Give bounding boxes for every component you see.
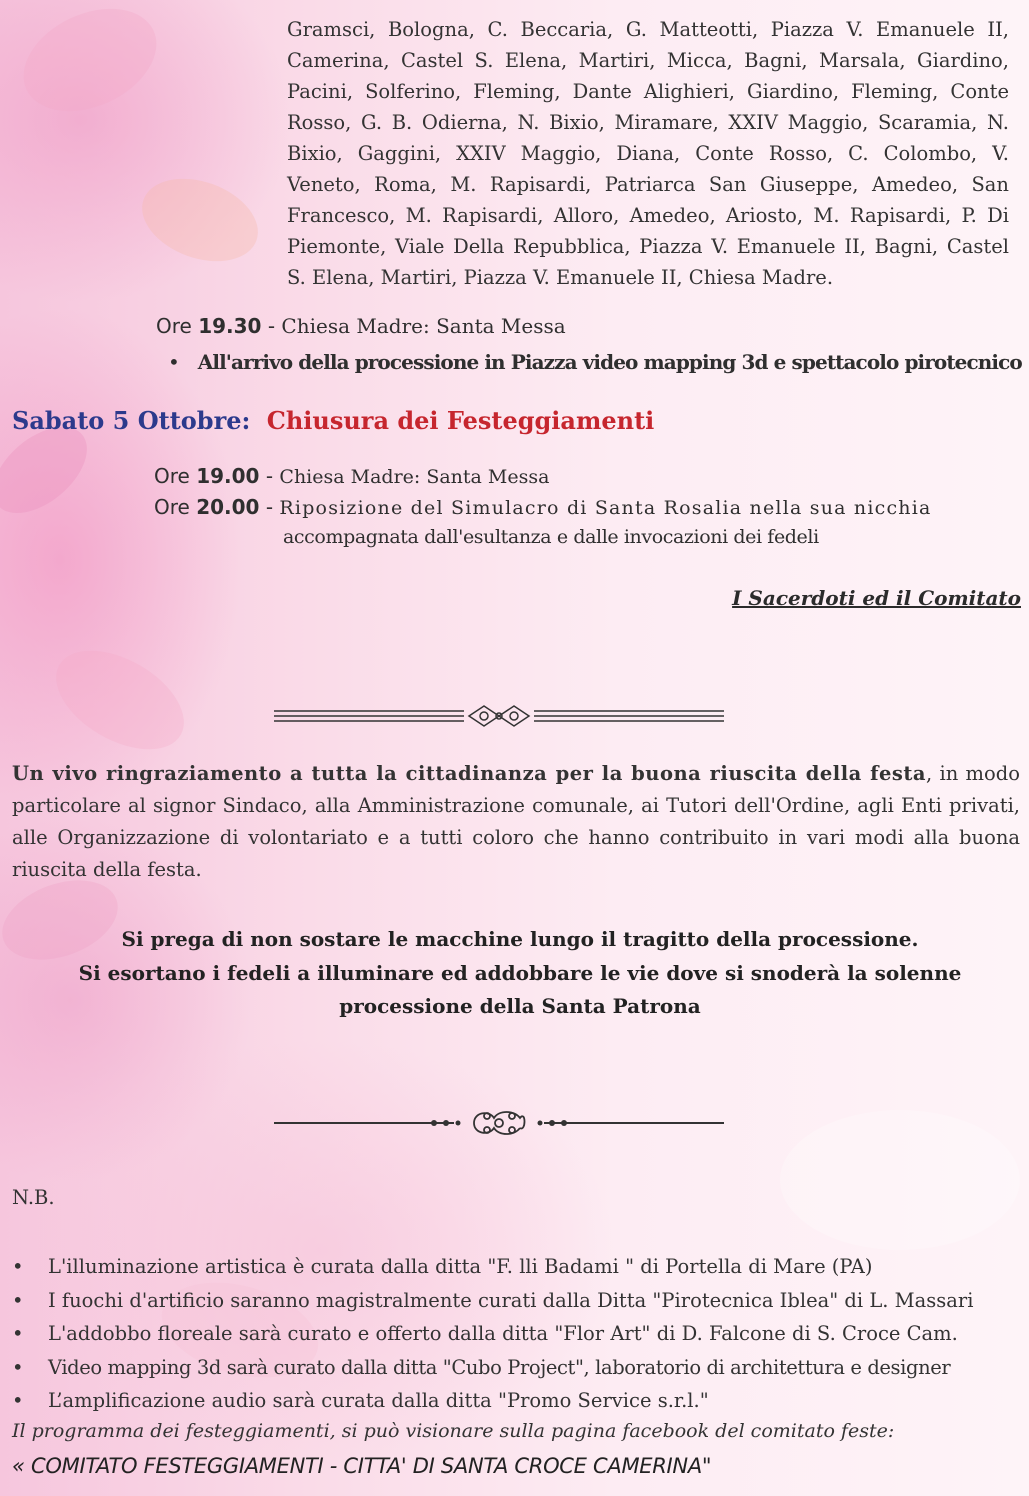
signature: I Sacerdoti ed il Comitato <box>732 586 1021 610</box>
time-prefix: Ore <box>154 495 190 519</box>
list-item: • Video mapping 3d sarà curato dalla ditta "Cubo Project", laboratorio di architettura e designer <box>12 1351 1022 1385</box>
nb-label: N.B. <box>12 1186 55 1209</box>
bullet-icon: • <box>168 350 180 374</box>
saturday-event-2-continuation: accompagnata dall'esultanza e dalle invocazioni dei fedeli <box>283 526 819 548</box>
closing-title: Chiusura dei Festeggiamenti <box>266 406 655 435</box>
day-label: Sabato 5 Ottobre: <box>12 406 251 435</box>
notice-line-3: processione della Santa Patrona <box>339 994 701 1018</box>
event-text: Riposizione del Simulacro di Santa Rosalia nella sua nicchia <box>279 497 932 519</box>
committee-name: « COMITATO FESTEGGIAMENTI - CITTA' DI SANTA CROCE CAMERINA" <box>12 1454 712 1478</box>
fireworks-bullet <box>168 350 1022 374</box>
time-value: 20.00 <box>196 495 260 519</box>
saturday-event-2 <box>154 495 932 519</box>
time-separator: - <box>265 464 274 488</box>
time-prefix: Ore <box>154 464 190 488</box>
saturday-heading <box>12 406 654 435</box>
notice-line-2: Si esortano i fedeli a illuminare ed addobbare le vie dove si snoderà la solenne <box>78 961 962 985</box>
thanks-paragraph <box>12 758 1020 886</box>
facebook-note: Il programma dei festeggiamenti, si può visionare sulla pagina facebook del comitato feste: <box>12 1420 895 1442</box>
thanks-bold: Un vivo ringraziamento a tutta la cittadinanza per la buona riuscita della festa <box>12 762 927 785</box>
notice-line-1: Si prega di non sostare le macchine lungo il tragitto della processione. <box>121 927 919 951</box>
list-item: • L'addobbo floreale sarà curato e offerto dalla ditta "Flor Art" di D. Falcone di S. Croce Cam. <box>12 1317 1022 1351</box>
procession-route: Gramsci, Bologna, C. Beccaria, G. Matteotti, Piazza V. Emanuele II, Camerina, Castel S. Elena, Martiri, Micca, Bagni, Marsala, Giardino, Pacini, Solferino, Fleming, Dante Alighieri, Giardino, Fleming, Conte Rosso, G. B. Odierna, N. Bixio, Miramare, XXIV Maggio, Scaramia, N. Bixio, Gaggini, XXIV Maggio, Diana, Conte Rosso, C. Colombo, V. Veneto, Roma, M. Rapisardi, Patriarca San Giuseppe, Amedeo, San Francesco, M. Rapisardi, Alloro, Amedeo, Ariosto, M. Rapisardi, P. Di Piemonte, Viale Della Repubblica, Piazza V. Emanuele II, Bagni, Castel S. Elena, Martiri, Piazza V. Emanuele II, Chiesa Madre. <box>287 18 1009 289</box>
thanks-rest: , in modo particolare al signor Sindaco, alla Amministrazione comunale, ai Tutori dell'Ordine, agli Enti privati, alle Organizzazione di volontariato e a tutti coloro che hanno contribuito in vari modi alla buona riuscita della festa. <box>12 762 1020 881</box>
saturday-event-1 <box>154 464 549 488</box>
ornamental-divider-2 <box>274 1104 724 1144</box>
event-text: Chiesa Madre: Santa Messa <box>279 466 550 488</box>
bullet-text: All'arrivo della processione in Piazza video mapping 3d e spettacolo pirotecnico <box>197 350 1022 374</box>
ornamental-divider-1 <box>274 702 724 730</box>
time-separator: - <box>267 314 276 338</box>
event-text: Chiesa Madre: Santa Messa <box>281 314 566 338</box>
nb-list <box>12 1250 1022 1418</box>
list-item: • I fuochi d'artificio saranno magistralmente curati dalla Ditta "Pirotecnica Iblea" di L. Massari <box>12 1284 1022 1318</box>
mass-line-friday <box>156 314 566 338</box>
time-prefix: Ore <box>156 314 192 338</box>
time-value: 19.30 <box>198 314 262 338</box>
time-separator: - <box>265 495 274 519</box>
list-item: • L’amplificazione audio sarà curata dalla ditta "Promo Service s.r.l." <box>12 1384 1022 1418</box>
list-item: • L'illuminazione artistica è curata dalla ditta "F. lli Badami " di Portella di Mare (PA) <box>12 1250 1022 1284</box>
time-value: 19.00 <box>196 464 260 488</box>
